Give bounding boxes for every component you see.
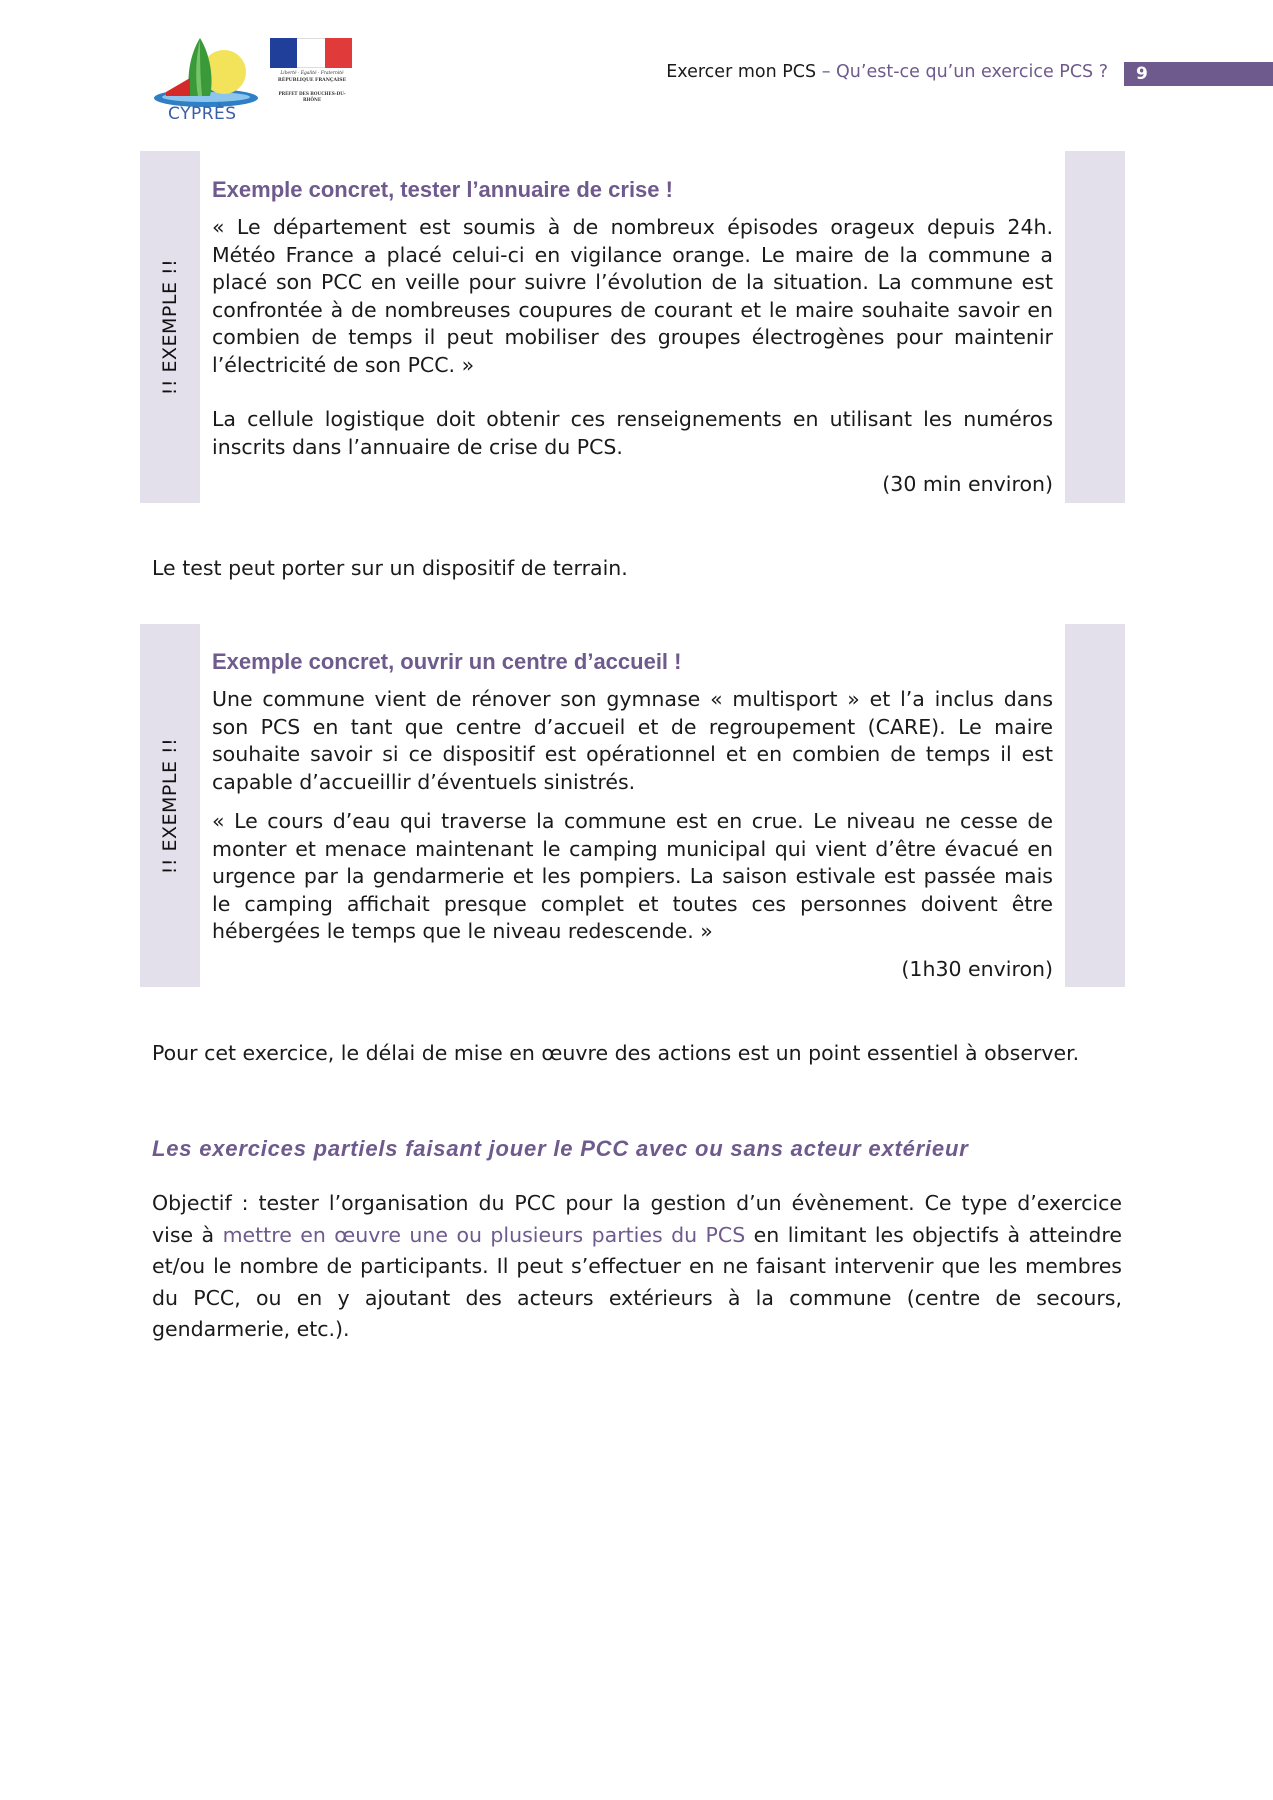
page-number-bar xyxy=(1124,62,1273,86)
example-side-band-right xyxy=(1065,151,1125,503)
example-side-band xyxy=(140,151,200,503)
example-side-band xyxy=(140,624,200,987)
section-paragraph xyxy=(152,1188,1122,1346)
page-number: 9 xyxy=(1136,64,1148,84)
section-paragraph-start: Objectif : tester l’organisation du PCC pour la gestion d’un évènement. Ce type d’exercice vise à xyxy=(152,1191,1122,1247)
french-flag-icon xyxy=(270,38,352,68)
example-paragraph: La cellule logistique doit obtenir ces renseignements en utilisant les numéros inscrits dans l’annuaire de crise du PCS. xyxy=(212,407,1053,459)
example-box-annuaire xyxy=(140,151,1125,503)
prefecture-name: PRÉFET DES BOUCHES-DU-RHÔNE xyxy=(278,91,346,102)
example-title: Exemple concret, ouvrir un centre d’accueil ! xyxy=(212,649,682,674)
example-duration: (1h30 environ) xyxy=(901,956,1053,981)
example-title: Exemple concret, tester l’annuaire de crise ! xyxy=(212,177,673,202)
example-box-centre-accueil xyxy=(140,624,1125,987)
example-paragraph: Une commune vient de rénover son gymnase « multisport » et l’a inclus dans son PCS en tant que centre d’accueil et de regroupement (CARE). Le maire souhaite savoir si ce dispositif est opérationnel et en combien de temps il est capable d’accueillir d’éventuels sinistrés. xyxy=(212,687,1053,794)
body-paragraph: Le test peut porter sur un dispositif de terrain. xyxy=(152,556,628,580)
section-heading: Les exercices partiels faisant jouer le PCC avec ou sans acteur extérieur xyxy=(152,1136,969,1161)
cypres-logo xyxy=(150,34,262,130)
example-paragraph: « Le cours d’eau qui traverse la commune est en crue. Le niveau ne cesse de monter et menace maintenant le camping municipal qui vient d’être évacué en urgence par la gendarmerie et les pompiers. La saison estivale est passée mais le camping affichait presque complet et toutes ces personnes doivent être hébergées le temps que le niveau redescende. » xyxy=(212,809,1053,943)
running-title xyxy=(666,62,1108,82)
example-side-band-right xyxy=(1065,624,1125,987)
example-content xyxy=(212,624,1053,981)
prefecture-motto: Liberté · Égalité · Fraternité xyxy=(280,71,344,76)
example-side-label: !! EXEMPLE !! xyxy=(159,737,181,874)
prefecture-republic: RÉPUBLIQUE FRANÇAISE xyxy=(277,78,347,83)
running-title-sub: Qu’est-ce qu’un exercice PCS ? xyxy=(836,62,1108,82)
running-title-main: Exercer mon PCS xyxy=(666,62,817,82)
running-title-separator: – xyxy=(821,62,831,82)
body-paragraph: Pour cet exercice, le délai de mise en œuvre des actions est un point essentiel à observer. xyxy=(152,1041,1080,1065)
example-paragraph: « Le département est soumis à de nombreux épisodes orageux depuis 24h. Météo France a placé celui-ci en vigilance orange. Le maire de la commune a placé son PCC en veille pour suivre l’évolution de la situation. La commune est confrontée à de nombreuses coupures de courant et le maire souhaite savoir en combien de temps il peut mobiliser des groupes électrogènes pour maintenir l’électricité de son PCC. » xyxy=(212,215,1053,377)
prefecture-logo xyxy=(270,38,354,110)
example-content xyxy=(212,151,1053,496)
section-paragraph-highlight: mettre en œuvre une ou plusieurs parties du PCS xyxy=(222,1222,746,1247)
section-paragraph-end: en limitant les objectifs à atteindre et/ou le nombre de participants. Il peut s’effectuer en ne faisant intervenir que les membres du PCC, ou en y ajoutant des acteurs extérieurs à la commune (centre de secours, gendarmerie, etc.). xyxy=(152,1222,1122,1341)
example-duration: (30 min environ) xyxy=(882,472,1053,496)
example-side-label: !! EXEMPLE !! xyxy=(159,258,181,396)
cypres-logo-text: CYPRÈS xyxy=(168,104,237,124)
cypres-logo-graphic xyxy=(150,34,262,114)
